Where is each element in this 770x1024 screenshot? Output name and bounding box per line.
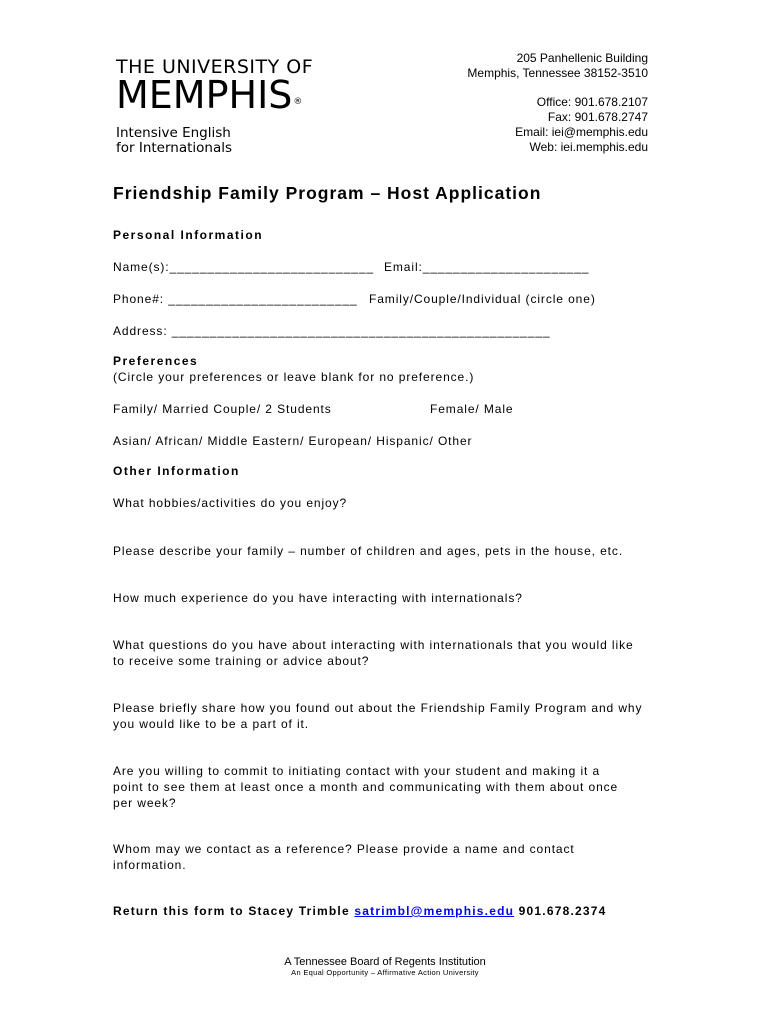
names-field[interactable]: Name(s):___________________________	[113, 260, 375, 274]
logo-line2	[116, 73, 313, 120]
question-hobbies: What hobbies/activities do you enjoy?	[113, 496, 348, 510]
phone-field[interactable]: Phone#: _________________________	[113, 292, 358, 306]
personal-heading: Personal Information	[113, 228, 264, 242]
fax: Fax: 901.678.2747	[547, 110, 648, 124]
return-email-link[interactable]: satrimbl@memphis.edu	[354, 904, 515, 918]
footer-equal-opportunity: An Equal Opportunity – Affirmative Action University	[291, 968, 479, 977]
logo-line3: Intensive English for Internationals	[116, 125, 233, 156]
question-training: What questions do you have about interacting with internationals that you would like to receive some training or advice about?	[113, 638, 634, 668]
return-phone: 901.678.2374	[518, 904, 607, 918]
contact-email: Email: iei@memphis.edu	[515, 125, 648, 139]
contact-web: Web: iei.memphis.edu	[529, 140, 648, 154]
building: 205 Panhellenic Building	[516, 51, 648, 65]
contact-block	[467, 51, 648, 155]
university-logo	[116, 58, 313, 156]
family-type-field[interactable]: Family/Couple/Individual (circle one)	[369, 292, 596, 306]
logo-memphis: MEMPHIS	[116, 73, 293, 117]
question-commitment: Are you willing to commit to initiating contact with your student and making it a point to see them at least once a month and communicating with them about once per week?	[113, 764, 619, 810]
return-instructions	[113, 904, 606, 918]
question-experience: How much experience do you have interacting with internationals?	[113, 591, 523, 605]
preference-household[interactable]: Family/ Married Couple/ 2 Students	[113, 402, 332, 416]
logo-line1: THE UNIVERSITY OF	[116, 56, 314, 78]
return-prefix: Return this form to Stacey Trimble	[113, 904, 350, 918]
footer-institution: A Tennessee Board of Regents Institution	[284, 956, 486, 968]
preference-region[interactable]: Asian/ African/ Middle Eastern/ European/ Hispanic/ Other	[113, 434, 473, 448]
question-family: Please describe your family – number of children and ages, pets in the house, etc.	[113, 544, 624, 558]
preference-gender[interactable]: Female/ Male	[430, 402, 514, 416]
question-reference: Whom may we contact as a reference? Please provide a name and contact information.	[113, 842, 575, 872]
office-phone: Office: 901.678.2107	[536, 95, 648, 109]
other-heading: Other Information	[113, 464, 240, 478]
city: Memphis, Tennessee 38152-3510	[467, 66, 648, 80]
preferences-note: (Circle your preferences or leave blank for no preference.)	[113, 370, 475, 384]
logo-line4: for Internationals	[116, 140, 233, 156]
preferences-heading: Preferences	[113, 354, 199, 368]
registered-mark: ®	[293, 97, 303, 107]
email-field[interactable]: Email:______________________	[384, 260, 590, 274]
question-found-out: Please briefly share how you found out about the Friendship Family Program and why you would like to be a part of it.	[113, 701, 643, 731]
page-title: Friendship Family Program – Host Application	[113, 183, 542, 203]
address-field[interactable]: Address: __________________________________________________	[113, 324, 551, 338]
